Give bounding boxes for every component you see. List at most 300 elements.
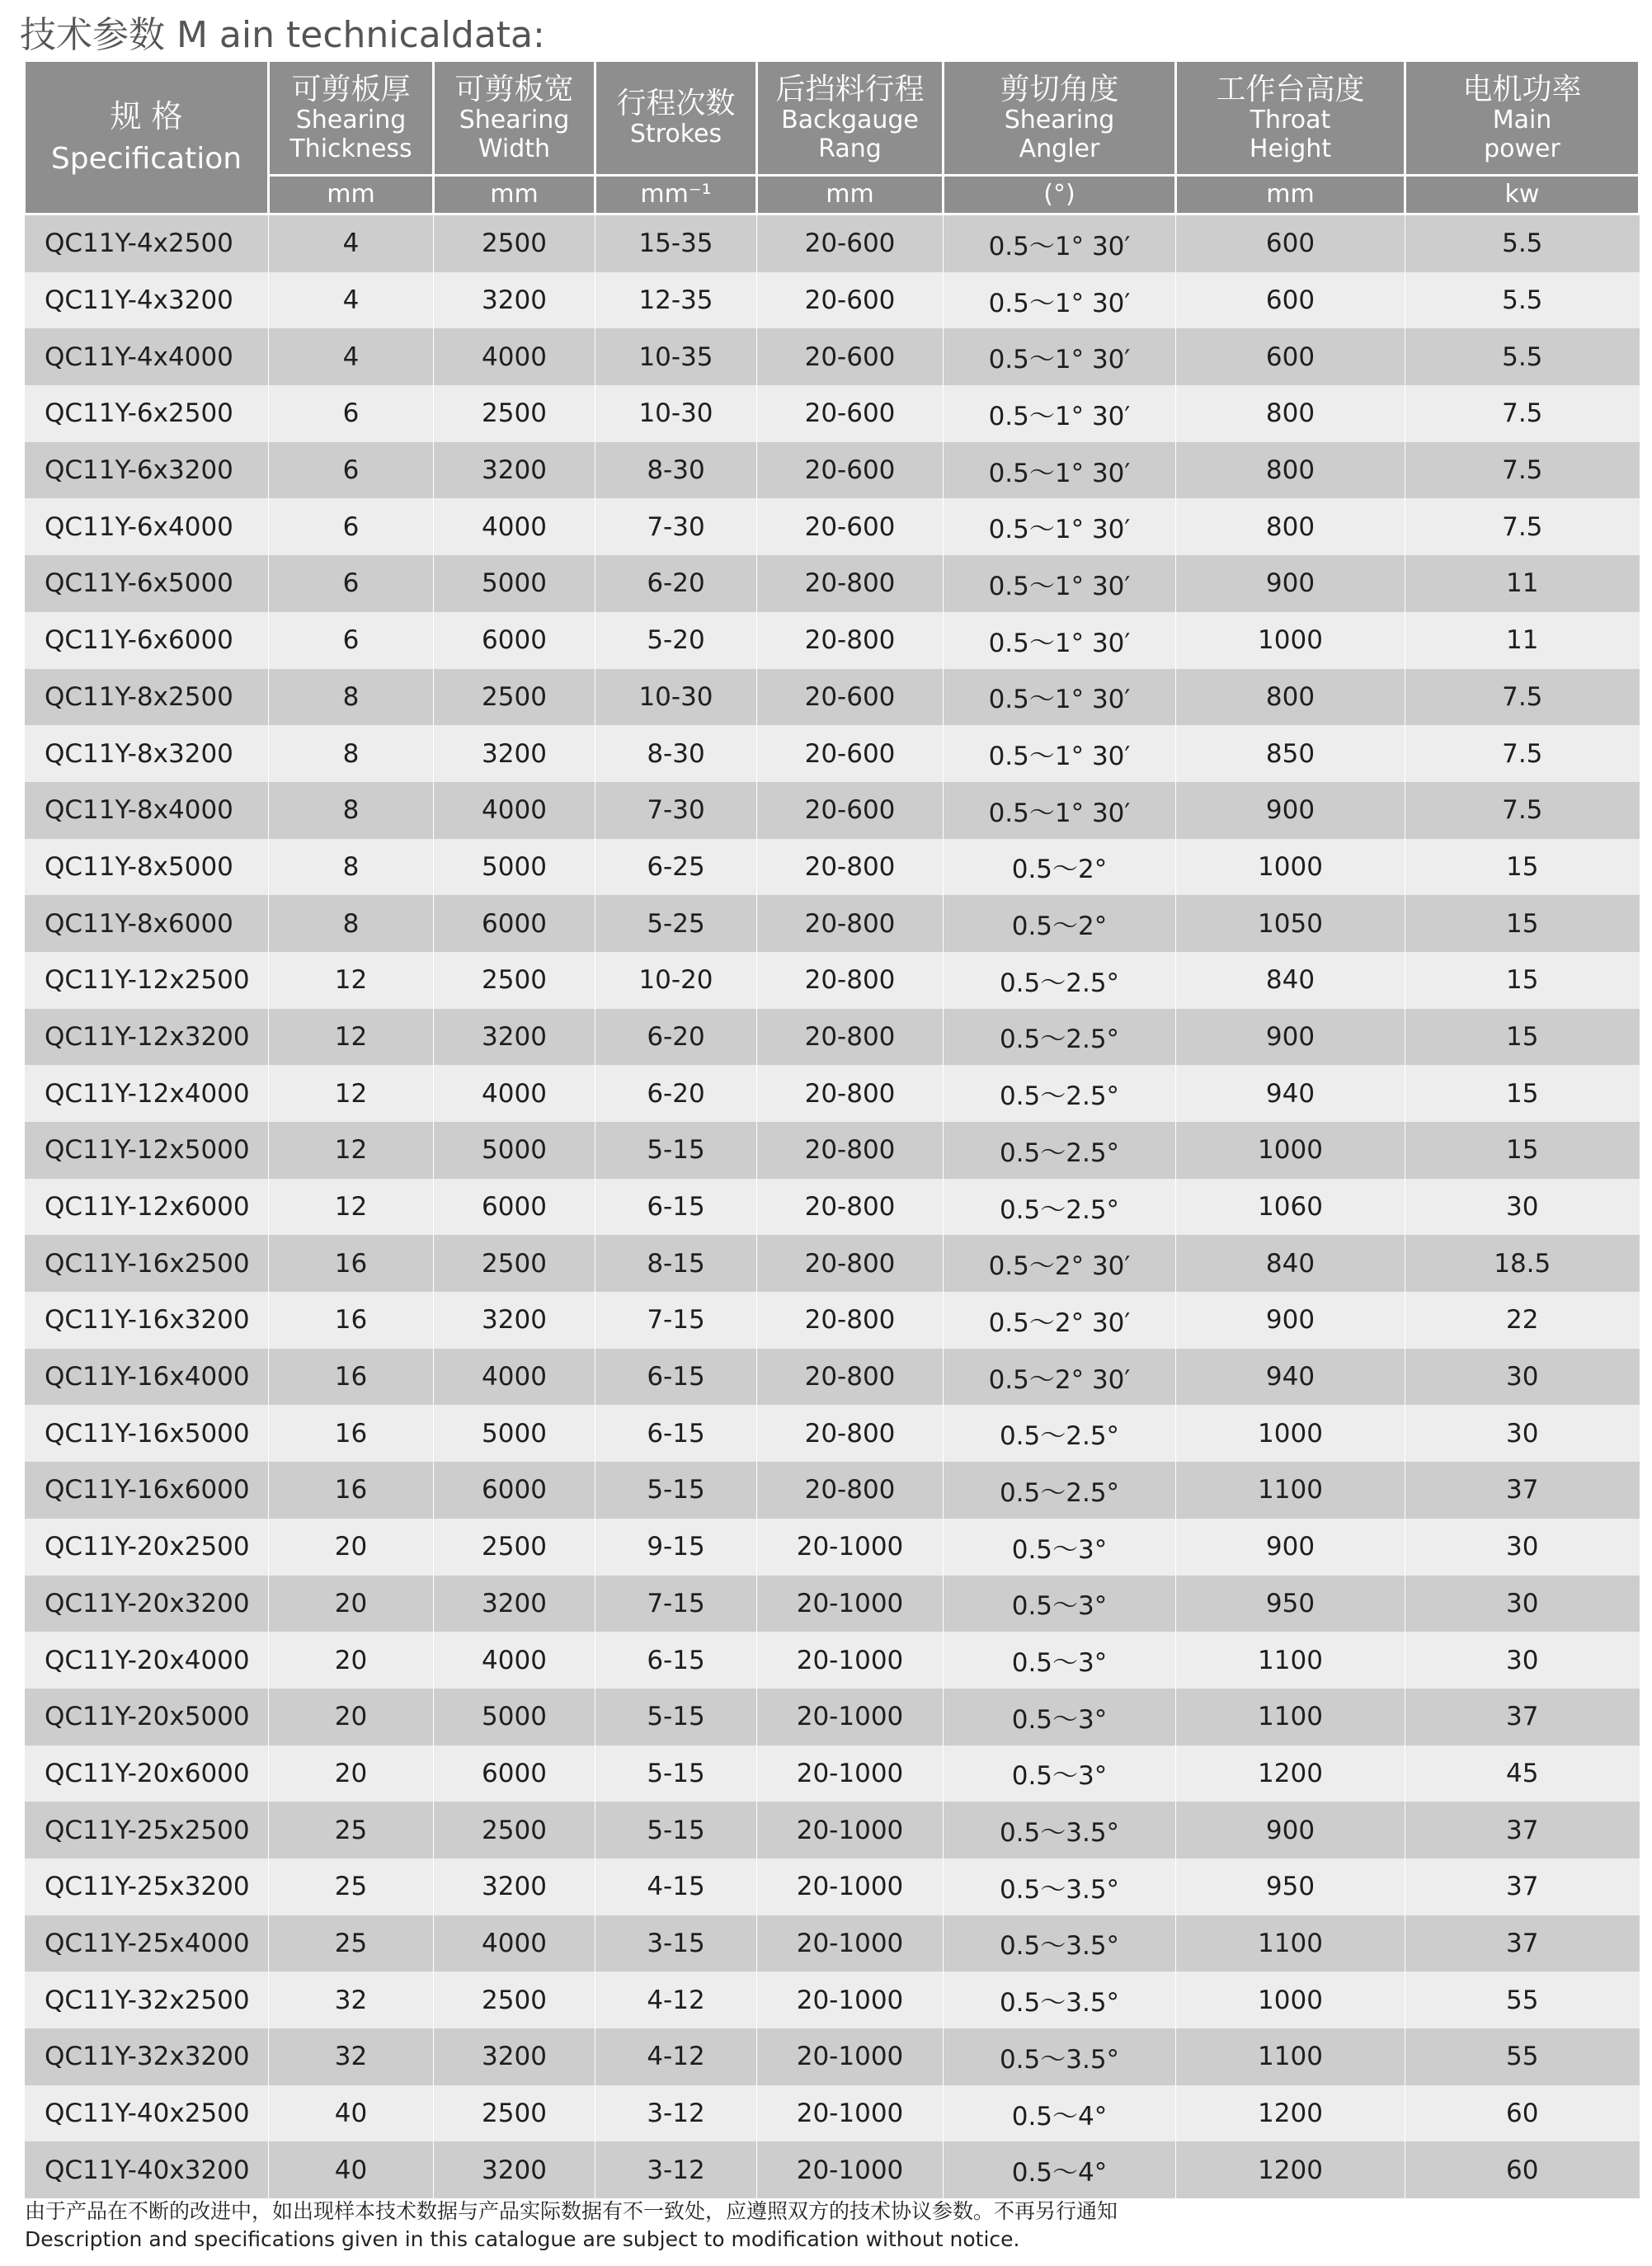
cell-width: 4000 xyxy=(434,1632,595,1689)
cell-width: 2500 xyxy=(434,214,595,272)
cell-spec: QC11Y-16x3200 xyxy=(25,1292,269,1349)
cell-spec: QC11Y-20x4000 xyxy=(25,1632,269,1689)
cell-thickness: 40 xyxy=(269,2141,434,2198)
unit-power: kw xyxy=(1405,176,1640,214)
cell-spec: QC11Y-12x4000 xyxy=(25,1065,269,1122)
cell-throat: 840 xyxy=(1176,1235,1405,1292)
cell-backgauge: 20-800 xyxy=(757,1349,944,1406)
cell-backgauge: 20-1000 xyxy=(757,1689,944,1745)
cell-angle: 0.5～3.5° xyxy=(944,1972,1176,2028)
cell-backgauge: 20-600 xyxy=(757,385,944,442)
table-row xyxy=(25,952,1640,1009)
cell-throat: 1000 xyxy=(1176,839,1405,896)
cell-throat: 850 xyxy=(1176,725,1405,782)
cell-spec: QC11Y-4x3200 xyxy=(25,272,269,329)
cell-strokes: 7-15 xyxy=(595,1292,757,1349)
cell-throat: 900 xyxy=(1176,1802,1405,1858)
cell-power: 37 xyxy=(1405,1689,1640,1745)
cell-throat: 1100 xyxy=(1176,1915,1405,1972)
table-row xyxy=(25,2028,1640,2085)
cell-thickness: 4 xyxy=(269,328,434,385)
cell-throat: 940 xyxy=(1176,1349,1405,1406)
cell-spec: QC11Y-20x3200 xyxy=(25,1576,269,1632)
cell-throat: 800 xyxy=(1176,669,1405,726)
cell-throat: 1000 xyxy=(1176,1972,1405,2028)
cell-power: 7.5 xyxy=(1405,669,1640,726)
table-row xyxy=(25,1122,1640,1179)
table-row xyxy=(25,839,1640,896)
cell-thickness: 6 xyxy=(269,498,434,555)
cell-thickness: 8 xyxy=(269,895,434,952)
cell-throat: 800 xyxy=(1176,385,1405,442)
cell-angle: 0.5～2° 30′ xyxy=(944,1349,1176,1406)
cell-spec: QC11Y-32x3200 xyxy=(25,2028,269,2085)
cell-spec: QC11Y-6x4000 xyxy=(25,498,269,555)
cell-spec: QC11Y-8x6000 xyxy=(25,895,269,952)
cell-thickness: 16 xyxy=(269,1292,434,1349)
cell-spec: QC11Y-40x2500 xyxy=(25,2085,269,2142)
cell-thickness: 4 xyxy=(269,214,434,272)
cell-power: 30 xyxy=(1405,1405,1640,1462)
cell-strokes: 5-15 xyxy=(595,1462,757,1519)
cell-angle: 0.5～2.5° xyxy=(944,1065,1176,1122)
cell-width: 3200 xyxy=(434,1858,595,1915)
cell-backgauge: 20-600 xyxy=(757,328,944,385)
cell-power: 15 xyxy=(1405,1122,1640,1179)
cell-strokes: 6-15 xyxy=(595,1349,757,1406)
cell-power: 15 xyxy=(1405,1065,1640,1122)
cell-backgauge: 20-800 xyxy=(757,895,944,952)
cell-width: 2500 xyxy=(434,385,595,442)
cell-angle: 0.5～1° 30′ xyxy=(944,555,1176,612)
cell-strokes: 3-12 xyxy=(595,2085,757,2142)
cell-power: 30 xyxy=(1405,1519,1640,1576)
cell-spec: QC11Y-8x3200 xyxy=(25,725,269,782)
cell-power: 30 xyxy=(1405,1632,1640,1689)
cell-strokes: 10-30 xyxy=(595,669,757,726)
cell-power: 55 xyxy=(1405,1972,1640,2028)
table-row xyxy=(25,1235,1640,1292)
cell-angle: 0.5～3° xyxy=(944,1576,1176,1632)
cell-backgauge: 20-600 xyxy=(757,498,944,555)
cell-thickness: 12 xyxy=(269,1065,434,1122)
cell-strokes: 6-15 xyxy=(595,1405,757,1462)
cell-width: 2500 xyxy=(434,1235,595,1292)
cell-power: 5.5 xyxy=(1405,328,1640,385)
cell-width: 3200 xyxy=(434,442,595,499)
cell-power: 15 xyxy=(1405,895,1640,952)
table-row xyxy=(25,555,1640,612)
cell-spec: QC11Y-20x5000 xyxy=(25,1689,269,1745)
cell-strokes: 8-30 xyxy=(595,725,757,782)
cell-strokes: 7-15 xyxy=(595,1576,757,1632)
cell-strokes: 3-15 xyxy=(595,1915,757,1972)
cell-thickness: 32 xyxy=(269,1972,434,2028)
cell-throat: 1050 xyxy=(1176,895,1405,952)
cell-width: 6000 xyxy=(434,1745,595,1802)
cell-width: 2500 xyxy=(434,1802,595,1858)
table-row xyxy=(25,782,1640,839)
cell-throat: 950 xyxy=(1176,1576,1405,1632)
cell-backgauge: 20-800 xyxy=(757,952,944,1009)
cell-spec: QC11Y-25x3200 xyxy=(25,1858,269,1915)
cell-backgauge: 20-800 xyxy=(757,1009,944,1066)
cell-thickness: 32 xyxy=(269,2028,434,2085)
table-row xyxy=(25,1576,1640,1632)
cell-throat: 900 xyxy=(1176,782,1405,839)
cell-throat: 900 xyxy=(1176,1009,1405,1066)
cell-throat: 950 xyxy=(1176,1858,1405,1915)
cell-angle: 0.5～3° xyxy=(944,1519,1176,1576)
cell-strokes: 5-25 xyxy=(595,895,757,952)
cell-width: 3200 xyxy=(434,725,595,782)
cell-width: 5000 xyxy=(434,555,595,612)
cell-power: 55 xyxy=(1405,2028,1640,2085)
cell-width: 2500 xyxy=(434,1972,595,2028)
cell-strokes: 6-15 xyxy=(595,1179,757,1236)
cell-power: 11 xyxy=(1405,612,1640,669)
cell-strokes: 8-15 xyxy=(595,1235,757,1292)
cell-spec: QC11Y-8x5000 xyxy=(25,839,269,896)
cell-backgauge: 20-800 xyxy=(757,1179,944,1236)
cell-strokes: 4-12 xyxy=(595,1972,757,2028)
table-row xyxy=(25,2141,1640,2198)
cell-power: 30 xyxy=(1405,1179,1640,1236)
cell-power: 37 xyxy=(1405,1802,1640,1858)
cell-spec: QC11Y-12x2500 xyxy=(25,952,269,1009)
cell-power: 22 xyxy=(1405,1292,1640,1349)
cell-spec: QC11Y-40x3200 xyxy=(25,2141,269,2198)
cell-strokes: 6-25 xyxy=(595,839,757,896)
cell-spec: QC11Y-20x6000 xyxy=(25,1745,269,1802)
cell-thickness: 6 xyxy=(269,385,434,442)
cell-width: 3200 xyxy=(434,2028,595,2085)
cell-thickness: 20 xyxy=(269,1519,434,1576)
unit-throat: mm xyxy=(1176,176,1405,214)
cell-strokes: 9-15 xyxy=(595,1519,757,1576)
table-row xyxy=(25,1462,1640,1519)
cell-angle: 0.5～3° xyxy=(944,1745,1176,1802)
cell-thickness: 16 xyxy=(269,1349,434,1406)
cell-width: 4000 xyxy=(434,1915,595,1972)
cell-thickness: 12 xyxy=(269,1122,434,1179)
cell-thickness: 6 xyxy=(269,442,434,499)
cell-angle: 0.5～1° 30′ xyxy=(944,498,1176,555)
cell-angle: 0.5～1° 30′ xyxy=(944,385,1176,442)
cell-backgauge: 20-600 xyxy=(757,782,944,839)
cell-angle: 0.5～2° 30′ xyxy=(944,1292,1176,1349)
cell-thickness: 16 xyxy=(269,1462,434,1519)
cell-strokes: 6-20 xyxy=(595,1009,757,1066)
cell-throat: 1060 xyxy=(1176,1179,1405,1236)
cell-spec: QC11Y-32x2500 xyxy=(25,1972,269,2028)
cell-power: 18.5 xyxy=(1405,1235,1640,1292)
cell-angle: 0.5～2° xyxy=(944,895,1176,952)
cell-throat: 1100 xyxy=(1176,2028,1405,2085)
cell-backgauge: 20-600 xyxy=(757,442,944,499)
cell-power: 37 xyxy=(1405,1858,1640,1915)
cell-angle: 0.5～3° xyxy=(944,1689,1176,1745)
cell-thickness: 12 xyxy=(269,1179,434,1236)
unit-strokes: mm⁻¹ xyxy=(595,176,757,214)
cell-thickness: 12 xyxy=(269,1009,434,1066)
table-row xyxy=(25,1689,1640,1745)
cell-angle: 0.5～1° 30′ xyxy=(944,669,1176,726)
col-header-throat: 工作台高度 Throat Height xyxy=(1176,61,1405,176)
cell-backgauge: 20-1000 xyxy=(757,1915,944,1972)
cell-angle: 0.5～1° 30′ xyxy=(944,214,1176,272)
table-row xyxy=(25,1972,1640,2028)
cell-throat: 1100 xyxy=(1176,1462,1405,1519)
cell-width: 3200 xyxy=(434,1292,595,1349)
cell-power: 7.5 xyxy=(1405,442,1640,499)
cell-width: 5000 xyxy=(434,839,595,896)
cell-backgauge: 20-1000 xyxy=(757,1632,944,1689)
cell-width: 5000 xyxy=(434,1405,595,1462)
cell-strokes: 10-20 xyxy=(595,952,757,1009)
cell-power: 60 xyxy=(1405,2085,1640,2142)
table-row xyxy=(25,498,1640,555)
cell-thickness: 12 xyxy=(269,952,434,1009)
cell-backgauge: 20-600 xyxy=(757,214,944,272)
cell-angle: 0.5～2.5° xyxy=(944,1179,1176,1236)
cell-spec: QC11Y-8x4000 xyxy=(25,782,269,839)
cell-width: 4000 xyxy=(434,328,595,385)
cell-throat: 1100 xyxy=(1176,1632,1405,1689)
table-row xyxy=(25,1405,1640,1462)
cell-backgauge: 20-800 xyxy=(757,839,944,896)
cell-backgauge: 20-1000 xyxy=(757,2141,944,2198)
cell-strokes: 5-15 xyxy=(595,1802,757,1858)
table-row xyxy=(25,895,1640,952)
col-header-thickness: 可剪板厚 Shearing Thickness xyxy=(269,61,434,176)
cell-throat: 1000 xyxy=(1176,612,1405,669)
cell-spec: QC11Y-12x6000 xyxy=(25,1179,269,1236)
cell-backgauge: 20-800 xyxy=(757,555,944,612)
cell-thickness: 16 xyxy=(269,1235,434,1292)
cell-width: 6000 xyxy=(434,1179,595,1236)
cell-width: 6000 xyxy=(434,612,595,669)
cell-spec: QC11Y-16x5000 xyxy=(25,1405,269,1462)
cell-throat: 840 xyxy=(1176,952,1405,1009)
cell-spec: QC11Y-12x3200 xyxy=(25,1009,269,1066)
cell-width: 4000 xyxy=(434,1065,595,1122)
footnote-en: Description and specifications given in this catalogue are subject to modification without notice. xyxy=(25,2227,1020,2251)
cell-strokes: 10-35 xyxy=(595,328,757,385)
cell-angle: 0.5～4° xyxy=(944,2085,1176,2142)
cell-backgauge: 20-800 xyxy=(757,1462,944,1519)
cell-spec: QC11Y-6x5000 xyxy=(25,555,269,612)
cell-strokes: 5-15 xyxy=(595,1689,757,1745)
cell-thickness: 6 xyxy=(269,555,434,612)
unit-angle: (°) xyxy=(944,176,1176,214)
cell-thickness: 6 xyxy=(269,612,434,669)
cell-angle: 0.5～2.5° xyxy=(944,1462,1176,1519)
table-row xyxy=(25,328,1640,385)
cell-throat: 1200 xyxy=(1176,2085,1405,2142)
cell-backgauge: 20-1000 xyxy=(757,1576,944,1632)
cell-power: 60 xyxy=(1405,2141,1640,2198)
spec-table xyxy=(23,59,1640,2198)
cell-backgauge: 20-1000 xyxy=(757,2085,944,2142)
table-body xyxy=(25,214,1640,2199)
cell-thickness: 40 xyxy=(269,2085,434,2142)
cell-angle: 0.5～4° xyxy=(944,2141,1176,2198)
cell-width: 3200 xyxy=(434,1009,595,1066)
table-row xyxy=(25,1179,1640,1236)
cell-spec: QC11Y-8x2500 xyxy=(25,669,269,726)
cell-spec: QC11Y-25x4000 xyxy=(25,1915,269,1972)
col-header-power: 电机功率 Main power xyxy=(1405,61,1640,176)
cell-width: 6000 xyxy=(434,1462,595,1519)
cell-strokes: 7-30 xyxy=(595,782,757,839)
cell-throat: 1200 xyxy=(1176,1745,1405,1802)
cell-throat: 1200 xyxy=(1176,2141,1405,2198)
cell-throat: 1000 xyxy=(1176,1405,1405,1462)
cell-power: 7.5 xyxy=(1405,782,1640,839)
cell-backgauge: 20-1000 xyxy=(757,1858,944,1915)
table-row xyxy=(25,612,1640,669)
cell-strokes: 6-20 xyxy=(595,1065,757,1122)
cell-thickness: 8 xyxy=(269,669,434,726)
cell-spec: QC11Y-4x4000 xyxy=(25,328,269,385)
cell-spec: QC11Y-6x3200 xyxy=(25,442,269,499)
cell-angle: 0.5～1° 30′ xyxy=(944,725,1176,782)
cell-thickness: 8 xyxy=(269,782,434,839)
cell-power: 15 xyxy=(1405,839,1640,896)
cell-angle: 0.5～3.5° xyxy=(944,1802,1176,1858)
cell-thickness: 20 xyxy=(269,1745,434,1802)
cell-width: 3200 xyxy=(434,2141,595,2198)
page-title: 技术参数 M ain technicaldata: xyxy=(20,14,545,56)
table-row xyxy=(25,442,1640,499)
cell-width: 2500 xyxy=(434,952,595,1009)
cell-width: 2500 xyxy=(434,2085,595,2142)
cell-strokes: 7-30 xyxy=(595,498,757,555)
cell-thickness: 8 xyxy=(269,839,434,896)
cell-spec: QC11Y-16x6000 xyxy=(25,1462,269,1519)
cell-width: 4000 xyxy=(434,1349,595,1406)
unit-backgauge: mm xyxy=(757,176,944,214)
cell-width: 5000 xyxy=(434,1122,595,1179)
cell-angle: 0.5～3.5° xyxy=(944,2028,1176,2085)
cell-power: 7.5 xyxy=(1405,498,1640,555)
cell-strokes: 6-15 xyxy=(595,1632,757,1689)
cell-width: 6000 xyxy=(434,895,595,952)
cell-power: 37 xyxy=(1405,1462,1640,1519)
cell-throat: 1100 xyxy=(1176,1689,1405,1745)
cell-thickness: 4 xyxy=(269,272,434,329)
cell-angle: 0.5～2° 30′ xyxy=(944,1235,1176,1292)
cell-spec: QC11Y-4x2500 xyxy=(25,214,269,272)
cell-spec: QC11Y-20x2500 xyxy=(25,1519,269,1576)
cell-strokes: 5-15 xyxy=(595,1745,757,1802)
cell-backgauge: 20-1000 xyxy=(757,1519,944,1576)
table-row xyxy=(25,1915,1640,1972)
cell-power: 7.5 xyxy=(1405,385,1640,442)
cell-backgauge: 20-800 xyxy=(757,1122,944,1179)
cell-thickness: 16 xyxy=(269,1405,434,1462)
cell-thickness: 20 xyxy=(269,1689,434,1745)
cell-strokes: 10-30 xyxy=(595,385,757,442)
cell-angle: 0.5～1° 30′ xyxy=(944,782,1176,839)
cell-power: 11 xyxy=(1405,555,1640,612)
table-row xyxy=(25,1292,1640,1349)
cell-angle: 0.5～3.5° xyxy=(944,1858,1176,1915)
cell-thickness: 8 xyxy=(269,725,434,782)
cell-throat: 940 xyxy=(1176,1065,1405,1122)
cell-width: 3200 xyxy=(434,1576,595,1632)
cell-width: 5000 xyxy=(434,1689,595,1745)
cell-backgauge: 20-600 xyxy=(757,669,944,726)
cell-angle: 0.5～3.5° xyxy=(944,1915,1176,1972)
col-header-angle: 剪切角度 Shearing Angler xyxy=(944,61,1176,176)
table-row xyxy=(25,1802,1640,1858)
cell-backgauge: 20-1000 xyxy=(757,1745,944,1802)
cell-backgauge: 20-1000 xyxy=(757,1802,944,1858)
cell-throat: 600 xyxy=(1176,272,1405,329)
cell-backgauge: 20-800 xyxy=(757,612,944,669)
col-header-strokes: 行程次数 Strokes xyxy=(595,61,757,176)
cell-backgauge: 20-1000 xyxy=(757,1972,944,2028)
cell-angle: 0.5～2° xyxy=(944,839,1176,896)
col-header-backgauge: 后挡料行程 Backgauge Rang xyxy=(757,61,944,176)
cell-thickness: 25 xyxy=(269,1858,434,1915)
cell-angle: 0.5～2.5° xyxy=(944,1122,1176,1179)
cell-strokes: 4-12 xyxy=(595,2028,757,2085)
cell-throat: 900 xyxy=(1176,555,1405,612)
cell-power: 30 xyxy=(1405,1576,1640,1632)
table-row xyxy=(25,272,1640,329)
cell-angle: 0.5～1° 30′ xyxy=(944,272,1176,329)
cell-backgauge: 20-800 xyxy=(757,1292,944,1349)
cell-throat: 800 xyxy=(1176,442,1405,499)
cell-power: 15 xyxy=(1405,1009,1640,1066)
footnote xyxy=(25,2198,1118,2254)
col-header-width: 可剪板宽 Shearing Width xyxy=(434,61,595,176)
table-row xyxy=(25,669,1640,726)
col-header-spec: 规 格 Specification xyxy=(25,61,269,214)
table-row xyxy=(25,385,1640,442)
table-row xyxy=(25,1519,1640,1576)
cell-strokes: 6-20 xyxy=(595,555,757,612)
cell-strokes: 5-15 xyxy=(595,1122,757,1179)
cell-width: 4000 xyxy=(434,498,595,555)
cell-backgauge: 20-600 xyxy=(757,272,944,329)
cell-spec: QC11Y-16x4000 xyxy=(25,1349,269,1406)
cell-throat: 900 xyxy=(1176,1292,1405,1349)
cell-thickness: 25 xyxy=(269,1915,434,1972)
cell-spec: QC11Y-12x5000 xyxy=(25,1122,269,1179)
cell-width: 4000 xyxy=(434,782,595,839)
cell-power: 5.5 xyxy=(1405,272,1640,329)
cell-angle: 0.5～2.5° xyxy=(944,952,1176,1009)
cell-throat: 900 xyxy=(1176,1519,1405,1576)
cell-power: 5.5 xyxy=(1405,214,1640,272)
cell-angle: 0.5～3° xyxy=(944,1632,1176,1689)
table-row xyxy=(25,1858,1640,1915)
cell-angle: 0.5～2.5° xyxy=(944,1009,1176,1066)
table-row xyxy=(25,1745,1640,1802)
cell-thickness: 20 xyxy=(269,1632,434,1689)
cell-width: 2500 xyxy=(434,1519,595,1576)
cell-angle: 0.5～1° 30′ xyxy=(944,442,1176,499)
cell-power: 30 xyxy=(1405,1349,1640,1406)
cell-angle: 0.5～1° 30′ xyxy=(944,612,1176,669)
table-row xyxy=(25,1065,1640,1122)
unit-width: mm xyxy=(434,176,595,214)
cell-spec: QC11Y-6x2500 xyxy=(25,385,269,442)
